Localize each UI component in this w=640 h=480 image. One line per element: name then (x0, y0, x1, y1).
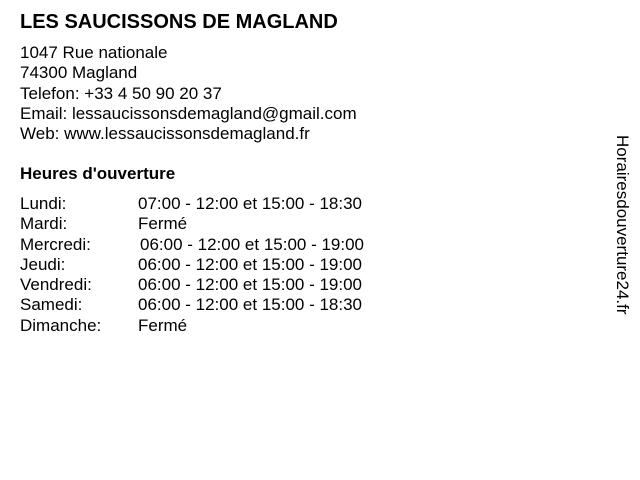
day-label: Dimanche: (20, 315, 102, 335)
day-hours: Fermé (138, 315, 188, 335)
day-label: Lundi: (20, 194, 67, 213)
day-label: Jeudi: (20, 254, 66, 274)
city-postal-code: 74300 Magland (20, 63, 138, 83)
day-hours: 06:00 - 12:00 et 15:00 - 18:30 (138, 295, 363, 315)
day-label: Mardi: (20, 214, 68, 234)
contact-block (20, 43, 357, 144)
business-name: LES SAUCISSONS DE MAGLAND (20, 11, 338, 33)
day-hours: 07:00 - 12:00 et 15:00 - 18:30 (138, 194, 363, 213)
phone-number: Telefon: +33 4 50 90 20 37 (20, 83, 222, 103)
opening-hours-heading: Heures d'ouverture (20, 164, 176, 183)
street-address: 1047 Rue nationale (20, 43, 168, 62)
day-hours: 06:00 - 12:00 et 15:00 - 19:00 (138, 275, 363, 295)
day-label: Mercredi: (20, 234, 91, 254)
day-label: Samedi: (20, 295, 83, 315)
watermark-site-name: Horairesdouverture24.fr (613, 135, 632, 315)
day-hours: 06:00 - 12:00 et 15:00 - 19:00 (138, 254, 363, 274)
day-hours: Fermé (138, 214, 188, 234)
website-address: Web: www.lessaucissonsdemagland.fr (20, 124, 310, 144)
day-label: Vendredi: (20, 275, 92, 295)
day-hours: 06:00 - 12:00 et 15:00 - 19:00 (140, 234, 365, 254)
email-address: Email: lessaucissonsdemagland@gmail.com (20, 103, 357, 123)
